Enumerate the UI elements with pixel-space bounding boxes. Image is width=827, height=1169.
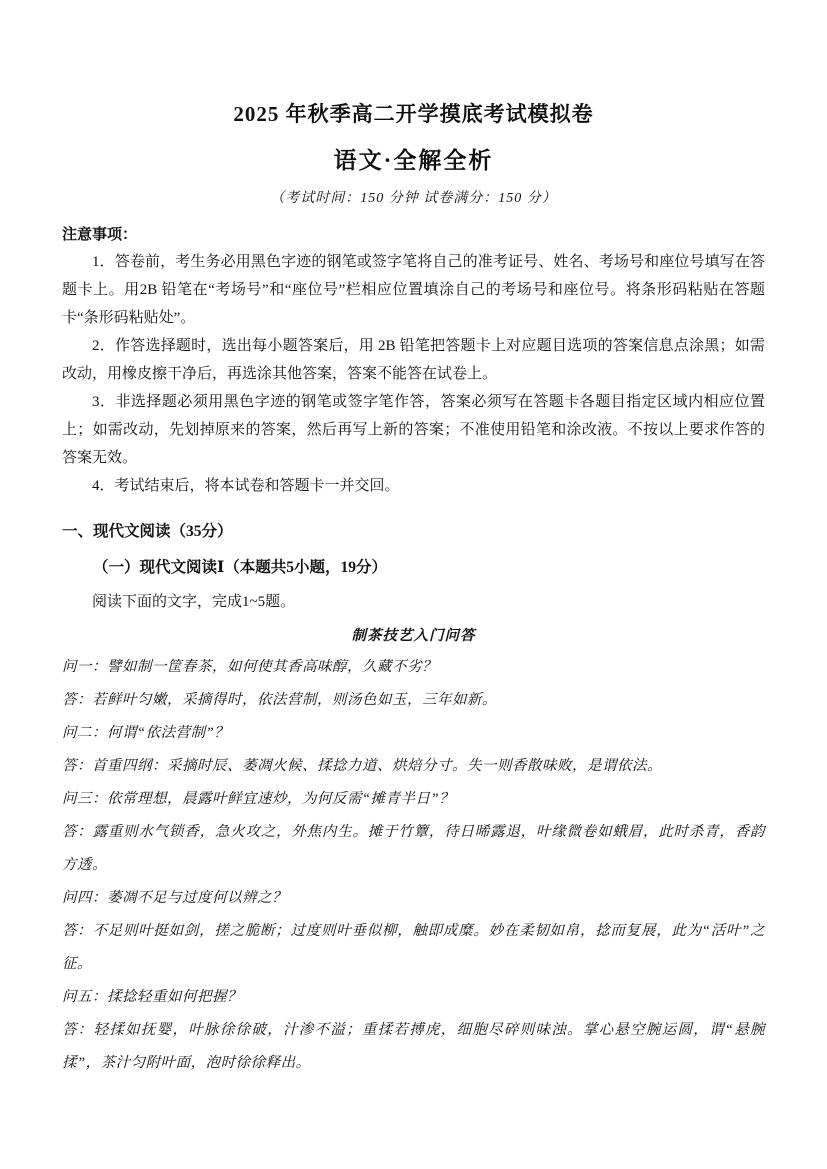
page-subtitle: 语文·全解全析 (333, 148, 494, 173)
exam-info-line: （考试时间：150 分钟 试卷满分：150 分） (270, 191, 557, 206)
notice-item-4: 4．考试结束后，将本试卷和答题卡一并交回。 (92, 478, 400, 494)
qa-answer-3: 答：露重则水气锁香，急火攻之，外焦内生。摊于竹簟，待日晞露退，叶缘微卷如蛾眉，此时杀青，香韵方透。 (62, 824, 765, 873)
qa-question-5: 问五：揉捻轻重如何把握？ (62, 989, 242, 1005)
qa-answer-5: 答：轻揉如抚婴，叶脉徐徐破，汁渗不溢；重揉若搏虎，细胞尽碎则味浊。掌心悬空腕运圆，谓“悬腕揉”，茶汁匀附叶面，泡时徐徐释出。 (62, 1022, 765, 1071)
qa-question-3: 问三：依常理想，晨露叶鲜宜速炒，为何反需“摊青半日”？ (62, 791, 455, 807)
section-heading-modern-reading: 一、现代文阅读（35分） (62, 523, 233, 540)
qa-answer-1: 答：若鲜叶匀嫩，采摘得时，依法营制，则汤色如玉，三年如新。 (62, 692, 497, 708)
notice-heading: 注意事项： (62, 227, 138, 243)
page-title: 2025 年秋季高二开学摸底考试模拟卷 (233, 102, 594, 126)
notice-item-3: 3．非选择题必须用黑色字迹的钢笔或签字笔作答，答案必须写在答题卡各题目指定区域内相应位置上；如需改动，先划掉原来的答案，然后再写上新的答案；不准使用铅笔和涂改液。不按以上要求作答的答案无效。 (62, 394, 765, 466)
notice-item-1: 1．答卷前，考生务必用黑色字迹的钢笔或签字笔将自己的准考证号、姓名、考场号和座位号填写在答题卡上。用2B 铅笔在“考场号”和“座位号”栏相应位置填涂自己的考场号和座位号。将条形码粘贴在答题卡“条形码粘贴处”。 (62, 254, 765, 326)
passage-qa (62, 651, 765, 1080)
reading-intro: 阅读下面的文字，完成1~5题。 (92, 594, 296, 610)
qa-question-1: 问一：譬如制一筐春茶，如何使其香高味醇，久藏不劣？ (62, 659, 437, 675)
qa-question-4: 问四：萎凋不足与过度何以辨之？ (62, 890, 287, 906)
notice-section (62, 223, 765, 500)
qa-question-2: 问二：何谓“依法营制”？ (62, 725, 230, 741)
passage-title: 制茶技艺入门问答 (351, 628, 476, 644)
notice-item-2: 2．作答选择题时，选出每小题答案后，用 2B 铅笔把答题卡上对应题目选项的答案信息点涂黑；如需改动，用橡皮擦干净后，再选涂其他答案，答案不能答在试卷上。 (62, 338, 765, 382)
qa-answer-4: 答：不足则叶挺如剑，搓之脆断；过度则叶垂似柳，触即成糜。妙在柔韧如帛，捻而复展，此为“活叶”之征。 (62, 923, 765, 972)
qa-answer-2: 答：首重四纲：采摘时辰、萎凋火候、揉捻力道、烘焙分寸。失一则香散味败，是谓依法。 (62, 758, 662, 774)
subsection-heading-reading-1: （一）现代文阅读Ⅰ（本题共5小题，19分） (93, 559, 388, 576)
